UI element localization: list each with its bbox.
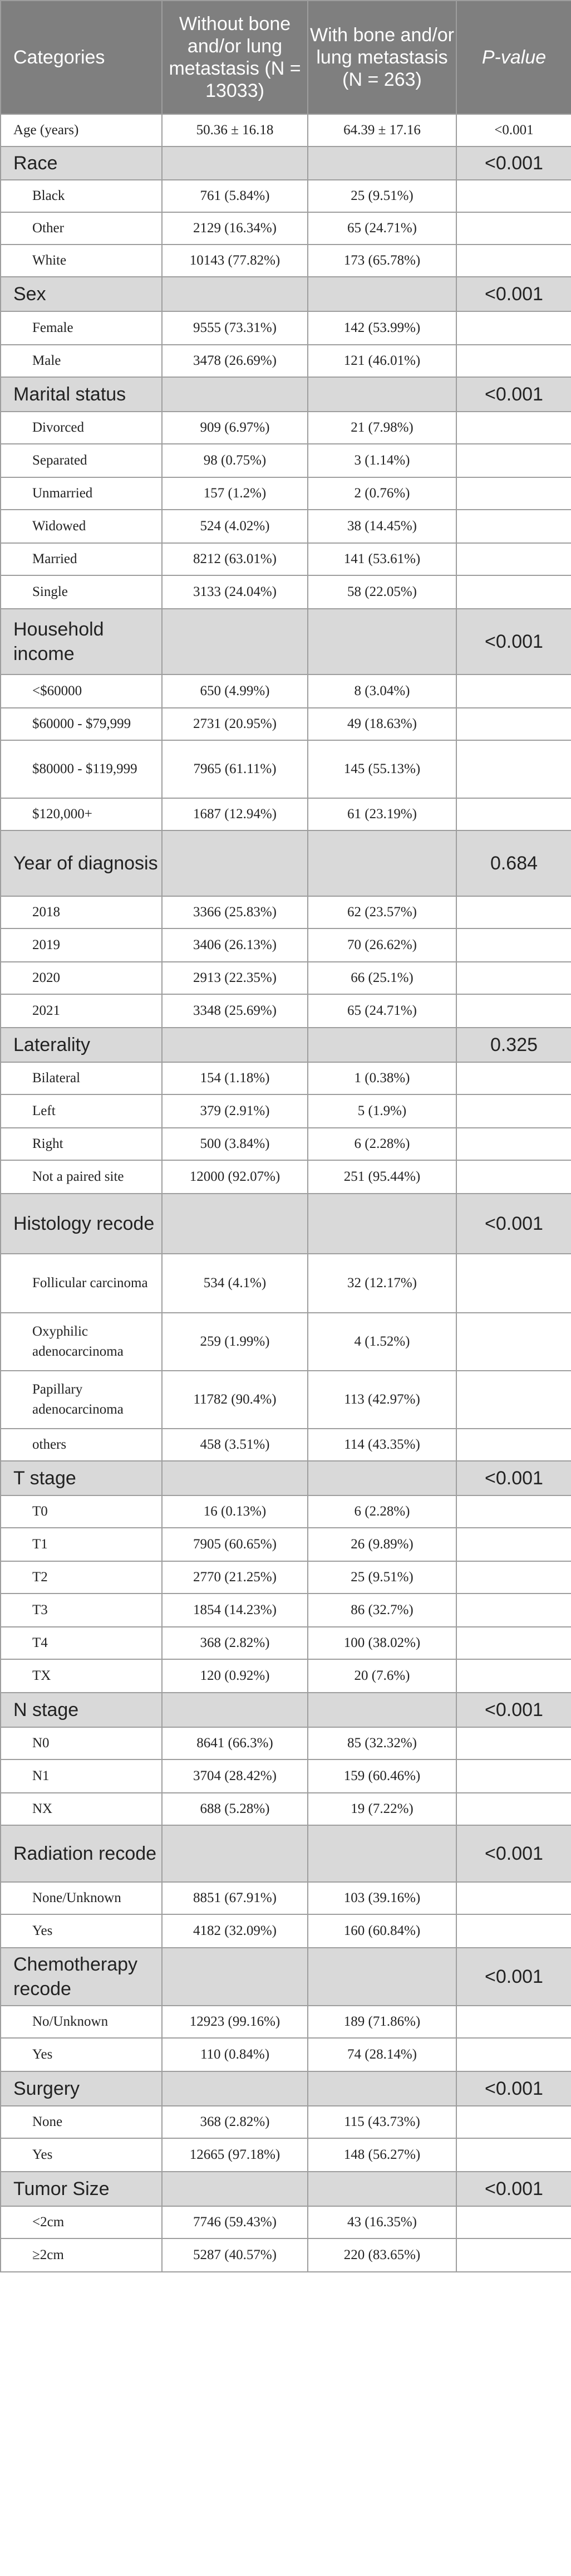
row-empty-p [456, 345, 571, 377]
row-without-value: 259 (1.99%) [162, 1313, 308, 1371]
row-with-value: 86 (32.7%) [308, 1593, 456, 1627]
row-label: Unmarried [1, 477, 162, 510]
row-label: Yes [1, 2038, 162, 2071]
row-with-value: 121 (46.01%) [308, 345, 456, 377]
row-with-value: 6 (2.28%) [308, 1495, 456, 1528]
row-label: 2018 [1, 896, 162, 928]
section-row [1, 830, 571, 896]
row-label: Male [1, 345, 162, 377]
row-without-value: 16 (0.13%) [162, 1495, 308, 1528]
row-label: Bilateral [1, 1062, 162, 1094]
row-label: 2020 [1, 962, 162, 994]
row-with-value: 25 (9.51%) [308, 1561, 456, 1593]
row-with-value: 141 (53.61%) [308, 543, 456, 575]
row-empty-p [456, 311, 571, 345]
row-label: TX [1, 1659, 162, 1693]
section-title: T stage [1, 1461, 162, 1495]
row-without-value: 8851 (67.91%) [162, 1882, 308, 1914]
row-with-value: 26 (9.89%) [308, 1528, 456, 1561]
row-without-value: 909 (6.97%) [162, 412, 308, 444]
table-row [1, 1528, 571, 1561]
row-empty-p [456, 962, 571, 994]
row-with-value: 115 (43.73%) [308, 2106, 456, 2138]
section-p-value: <0.001 [456, 2172, 571, 2206]
row-without-value: 500 (3.84%) [162, 1128, 308, 1160]
age-p-value: <0.001 [456, 114, 571, 146]
row-without-value: 2913 (22.35%) [162, 962, 308, 994]
section-empty-with [308, 1194, 456, 1254]
section-empty-with [308, 1028, 456, 1062]
row-without-value: 110 (0.84%) [162, 2038, 308, 2071]
header-categories: Categories [1, 1, 162, 114]
section-title: Radiation recode [1, 1825, 162, 1882]
table-header [1, 1, 571, 114]
section-p-value: 0.325 [456, 1028, 571, 1062]
row-label: Yes [1, 1914, 162, 1948]
section-p-value: <0.001 [456, 1948, 571, 2006]
table-row [1, 994, 571, 1028]
section-empty-without [162, 2071, 308, 2106]
row-empty-p [456, 245, 571, 277]
age-label: Age (years) [1, 114, 162, 146]
row-label: Single [1, 575, 162, 609]
row-empty-p [456, 1429, 571, 1461]
section-row [1, 1948, 571, 2006]
row-without-value: 1687 (12.94%) [162, 798, 308, 830]
table-row [1, 1160, 571, 1194]
row-with-value: 58 (22.05%) [308, 575, 456, 609]
row-without-value: 524 (4.02%) [162, 510, 308, 543]
row-with-value: 62 (23.57%) [308, 896, 456, 928]
row-empty-p [456, 1062, 571, 1094]
row-without-value: 7965 (61.11%) [162, 740, 308, 798]
section-empty-with [308, 609, 456, 674]
header-p-value-label: P-value [481, 47, 547, 68]
row-with-value: 103 (39.16%) [308, 1882, 456, 1914]
section-p-value: <0.001 [456, 1693, 571, 1727]
section-title: N stage [1, 1693, 162, 1727]
row-without-value: 5287 (40.57%) [162, 2238, 308, 2272]
row-empty-p [456, 1128, 571, 1160]
row-label: 2019 [1, 928, 162, 962]
table-row [1, 2238, 571, 2272]
row-with-value: 38 (14.45%) [308, 510, 456, 543]
row-empty-p [456, 928, 571, 962]
table-row [1, 345, 571, 377]
row-empty-p [456, 1495, 571, 1528]
section-empty-with [308, 2071, 456, 2106]
row-empty-p [456, 994, 571, 1028]
header-with-metastasis: With bone and/or lung metastasis (N = 263) [308, 1, 456, 114]
table-row [1, 1062, 571, 1094]
row-with-value: 65 (24.71%) [308, 994, 456, 1028]
section-row [1, 1461, 571, 1495]
section-p-value: <0.001 [456, 2071, 571, 2106]
row-without-value: 98 (0.75%) [162, 444, 308, 477]
section-empty-without [162, 1028, 308, 1062]
table-row [1, 2206, 571, 2238]
table-row [1, 2006, 571, 2038]
row-with-value: 148 (56.27%) [308, 2138, 456, 2172]
section-row [1, 1194, 571, 1254]
table-row [1, 740, 571, 798]
row-with-value: 5 (1.9%) [308, 1094, 456, 1128]
row-label: Right [1, 1128, 162, 1160]
row-empty-p [456, 798, 571, 830]
section-title: Marital status [1, 377, 162, 412]
table-row [1, 1593, 571, 1627]
row-label: Other [1, 212, 162, 245]
row-empty-p [456, 1759, 571, 1793]
row-empty-p [456, 1094, 571, 1128]
table-row [1, 444, 571, 477]
row-label: <$60000 [1, 674, 162, 708]
row-empty-p [456, 543, 571, 575]
section-empty-with [308, 377, 456, 412]
row-without-value: 8212 (63.01%) [162, 543, 308, 575]
row-label: $60000 - $79,999 [1, 708, 162, 740]
row-with-value: 20 (7.6%) [308, 1659, 456, 1693]
table-row [1, 412, 571, 444]
row-without-value: 458 (3.51%) [162, 1429, 308, 1461]
row-label: No/Unknown [1, 2006, 162, 2038]
row-without-value: 379 (2.91%) [162, 1094, 308, 1128]
section-title: Laterality [1, 1028, 162, 1062]
table-row [1, 1561, 571, 1593]
section-empty-with [308, 277, 456, 311]
row-without-value: 9555 (73.31%) [162, 311, 308, 345]
row-with-value: 74 (28.14%) [308, 2038, 456, 2071]
table-row [1, 1793, 571, 1825]
header-p-value [456, 1, 571, 114]
section-empty-without [162, 1825, 308, 1882]
section-title: Tumor Size [1, 2172, 162, 2206]
row-with-value: 8 (3.04%) [308, 674, 456, 708]
table-row [1, 1727, 571, 1759]
table-row [1, 1128, 571, 1160]
section-title: Sex [1, 277, 162, 311]
section-title: Race [1, 146, 162, 180]
row-empty-p [456, 1313, 571, 1371]
row-label: Papillary adenocarcinoma [1, 1371, 162, 1429]
row-empty-p [456, 896, 571, 928]
section-empty-without [162, 609, 308, 674]
table-row [1, 2138, 571, 2172]
section-empty-without [162, 146, 308, 180]
row-label: Not a paired site [1, 1160, 162, 1194]
row-without-value: 761 (5.84%) [162, 180, 308, 212]
table-row [1, 1882, 571, 1914]
section-p-value: <0.001 [456, 277, 571, 311]
row-with-value: 145 (55.13%) [308, 740, 456, 798]
row-with-value: 65 (24.71%) [308, 212, 456, 245]
row-without-value: 3133 (24.04%) [162, 575, 308, 609]
row-without-value: 7746 (59.43%) [162, 2206, 308, 2238]
section-empty-with [308, 1825, 456, 1882]
row-label: N0 [1, 1727, 162, 1759]
table-row [1, 1313, 571, 1371]
section-p-value: 0.684 [456, 830, 571, 896]
header-row [1, 1, 571, 114]
row-without-value: 650 (4.99%) [162, 674, 308, 708]
section-p-value: <0.001 [456, 609, 571, 674]
section-row [1, 1028, 571, 1062]
row-empty-p [456, 575, 571, 609]
section-empty-with [308, 2172, 456, 2206]
row-with-value: 70 (26.62%) [308, 928, 456, 962]
table-row [1, 798, 571, 830]
table-row [1, 477, 571, 510]
row-without-value: 154 (1.18%) [162, 1062, 308, 1094]
section-title: Surgery [1, 2071, 162, 2106]
table-row [1, 1094, 571, 1128]
row-without-value: 3704 (28.42%) [162, 1759, 308, 1793]
row-with-value: 189 (71.86%) [308, 2006, 456, 2038]
row-with-value: 2 (0.76%) [308, 477, 456, 510]
row-label: NX [1, 1793, 162, 1825]
section-empty-with [308, 146, 456, 180]
row-with-value: 3 (1.14%) [308, 444, 456, 477]
row-label: Widowed [1, 510, 162, 543]
section-empty-without [162, 830, 308, 896]
age-with-value: 64.39 ± 17.16 [308, 114, 456, 146]
row-label: Divorced [1, 412, 162, 444]
section-title: Histology recode [1, 1194, 162, 1254]
section-p-value: <0.001 [456, 1461, 571, 1495]
section-empty-without [162, 277, 308, 311]
row-empty-p [456, 477, 571, 510]
table-row [1, 1429, 571, 1461]
row-with-value: 32 (12.17%) [308, 1254, 456, 1313]
row-with-value: 25 (9.51%) [308, 180, 456, 212]
row-label: T2 [1, 1561, 162, 1593]
section-empty-with [308, 1461, 456, 1495]
row-with-value: 1 (0.38%) [308, 1062, 456, 1094]
section-empty-with [308, 1693, 456, 1727]
row-label: Left [1, 1094, 162, 1128]
row-without-value: 688 (5.28%) [162, 1793, 308, 1825]
row-label: $80000 - $119,999 [1, 740, 162, 798]
row-label: T1 [1, 1528, 162, 1561]
section-row [1, 1693, 571, 1727]
row-with-value: 85 (32.32%) [308, 1727, 456, 1759]
row-empty-p [456, 708, 571, 740]
row-label: Female [1, 311, 162, 345]
row-label: others [1, 1429, 162, 1461]
row-label: T4 [1, 1627, 162, 1659]
row-with-value: 19 (7.22%) [308, 1793, 456, 1825]
row-without-value: 120 (0.92%) [162, 1659, 308, 1693]
row-without-value: 368 (2.82%) [162, 1627, 308, 1659]
row-without-value: 12665 (97.18%) [162, 2138, 308, 2172]
row-with-value: 49 (18.63%) [308, 708, 456, 740]
age-row [1, 114, 571, 146]
table-row [1, 1659, 571, 1693]
section-empty-without [162, 2172, 308, 2206]
table-row [1, 180, 571, 212]
table-row [1, 1627, 571, 1659]
row-label: Black [1, 180, 162, 212]
row-label: T3 [1, 1593, 162, 1627]
section-empty-without [162, 1461, 308, 1495]
section-title: Household income [1, 609, 162, 674]
row-label: ≥2cm [1, 2238, 162, 2272]
row-empty-p [456, 1659, 571, 1693]
row-with-value: 6 (2.28%) [308, 1128, 456, 1160]
row-empty-p [456, 510, 571, 543]
table-row [1, 674, 571, 708]
row-label: 2021 [1, 994, 162, 1028]
row-empty-p [456, 1160, 571, 1194]
row-empty-p [456, 1254, 571, 1313]
row-label: None/Unknown [1, 1882, 162, 1914]
row-with-value: 61 (23.19%) [308, 798, 456, 830]
row-with-value: 220 (83.65%) [308, 2238, 456, 2272]
row-without-value: 7905 (60.65%) [162, 1528, 308, 1561]
section-empty-without [162, 1693, 308, 1727]
section-p-value: <0.001 [456, 1825, 571, 1882]
row-empty-p [456, 1371, 571, 1429]
section-row [1, 2071, 571, 2106]
row-empty-p [456, 2238, 571, 2272]
table-row [1, 1759, 571, 1793]
row-without-value: 3348 (25.69%) [162, 994, 308, 1028]
row-label: N1 [1, 1759, 162, 1793]
row-empty-p [456, 2006, 571, 2038]
row-with-value: 4 (1.52%) [308, 1313, 456, 1371]
row-without-value: 10143 (77.82%) [162, 245, 308, 277]
table-row [1, 928, 571, 962]
row-without-value: 2770 (21.25%) [162, 1561, 308, 1593]
row-with-value: 251 (95.44%) [308, 1160, 456, 1194]
row-with-value: 159 (60.46%) [308, 1759, 456, 1793]
table-row [1, 2038, 571, 2071]
row-with-value: 21 (7.98%) [308, 412, 456, 444]
row-with-value: 43 (16.35%) [308, 2206, 456, 2238]
table-row [1, 245, 571, 277]
section-empty-without [162, 377, 308, 412]
row-without-value: 534 (4.1%) [162, 1254, 308, 1313]
age-without-value: 50.36 ± 16.18 [162, 114, 308, 146]
row-with-value: 113 (42.97%) [308, 1371, 456, 1429]
section-row [1, 2172, 571, 2206]
row-empty-p [456, 1593, 571, 1627]
section-empty-without [162, 1948, 308, 2006]
row-label: None [1, 2106, 162, 2138]
row-label: Separated [1, 444, 162, 477]
row-without-value: 3478 (26.69%) [162, 345, 308, 377]
row-empty-p [456, 1914, 571, 1948]
section-title: Chemotherapy recode [1, 1948, 162, 2006]
row-without-value: 8641 (66.3%) [162, 1727, 308, 1759]
section-row [1, 146, 571, 180]
row-empty-p [456, 212, 571, 245]
row-empty-p [456, 1793, 571, 1825]
table-row [1, 1371, 571, 1429]
row-without-value: 11782 (90.4%) [162, 1371, 308, 1429]
row-with-value: 160 (60.84%) [308, 1914, 456, 1948]
row-without-value: 12000 (92.07%) [162, 1160, 308, 1194]
row-with-value: 173 (65.78%) [308, 245, 456, 277]
section-p-value: <0.001 [456, 1194, 571, 1254]
row-with-value: 66 (25.1%) [308, 962, 456, 994]
row-without-value: 2129 (16.34%) [162, 212, 308, 245]
row-empty-p [456, 1727, 571, 1759]
row-without-value: 368 (2.82%) [162, 2106, 308, 2138]
row-without-value: 2731 (20.95%) [162, 708, 308, 740]
row-label: T0 [1, 1495, 162, 1528]
row-empty-p [456, 444, 571, 477]
row-label: Follicular carcinoma [1, 1254, 162, 1313]
row-empty-p [456, 180, 571, 212]
section-p-value: <0.001 [456, 377, 571, 412]
row-with-value: 114 (43.35%) [308, 1429, 456, 1461]
section-empty-with [308, 830, 456, 896]
row-empty-p [456, 2206, 571, 2238]
row-with-value: 142 (53.99%) [308, 311, 456, 345]
table-body [1, 114, 571, 2272]
row-without-value: 1854 (14.23%) [162, 1593, 308, 1627]
table-row [1, 896, 571, 928]
table-row [1, 708, 571, 740]
table-row [1, 962, 571, 994]
row-empty-p [456, 2106, 571, 2138]
table-row [1, 1914, 571, 1948]
section-row [1, 277, 571, 311]
section-title: Year of diagnosis [1, 830, 162, 896]
row-empty-p [456, 2138, 571, 2172]
table-row [1, 1254, 571, 1313]
row-empty-p [456, 412, 571, 444]
row-label: Yes [1, 2138, 162, 2172]
section-row [1, 609, 571, 674]
row-without-value: 3366 (25.83%) [162, 896, 308, 928]
section-empty-without [162, 1194, 308, 1254]
row-without-value: 4182 (32.09%) [162, 1914, 308, 1948]
row-label: White [1, 245, 162, 277]
row-label: $120,000+ [1, 798, 162, 830]
section-row [1, 377, 571, 412]
table-row [1, 212, 571, 245]
table-row [1, 1495, 571, 1528]
table-row [1, 510, 571, 543]
row-without-value: 157 (1.2%) [162, 477, 308, 510]
header-without-metastasis: Without bone and/or lung metastasis (N = 13033) [162, 1, 308, 114]
row-empty-p [456, 2038, 571, 2071]
table-row [1, 311, 571, 345]
table-row [1, 2106, 571, 2138]
section-p-value: <0.001 [456, 146, 571, 180]
row-empty-p [456, 1528, 571, 1561]
table-row [1, 575, 571, 609]
row-empty-p [456, 740, 571, 798]
row-label: <2cm [1, 2206, 162, 2238]
table-row [1, 543, 571, 575]
row-label: Married [1, 543, 162, 575]
section-empty-with [308, 1948, 456, 2006]
row-with-value: 100 (38.02%) [308, 1627, 456, 1659]
row-empty-p [456, 1561, 571, 1593]
row-without-value: 3406 (26.13%) [162, 928, 308, 962]
section-row [1, 1825, 571, 1882]
row-empty-p [456, 1882, 571, 1914]
row-empty-p [456, 674, 571, 708]
row-empty-p [456, 1627, 571, 1659]
row-label: Oxyphilic adenocarcinoma [1, 1313, 162, 1371]
row-without-value: 12923 (99.16%) [162, 2006, 308, 2038]
